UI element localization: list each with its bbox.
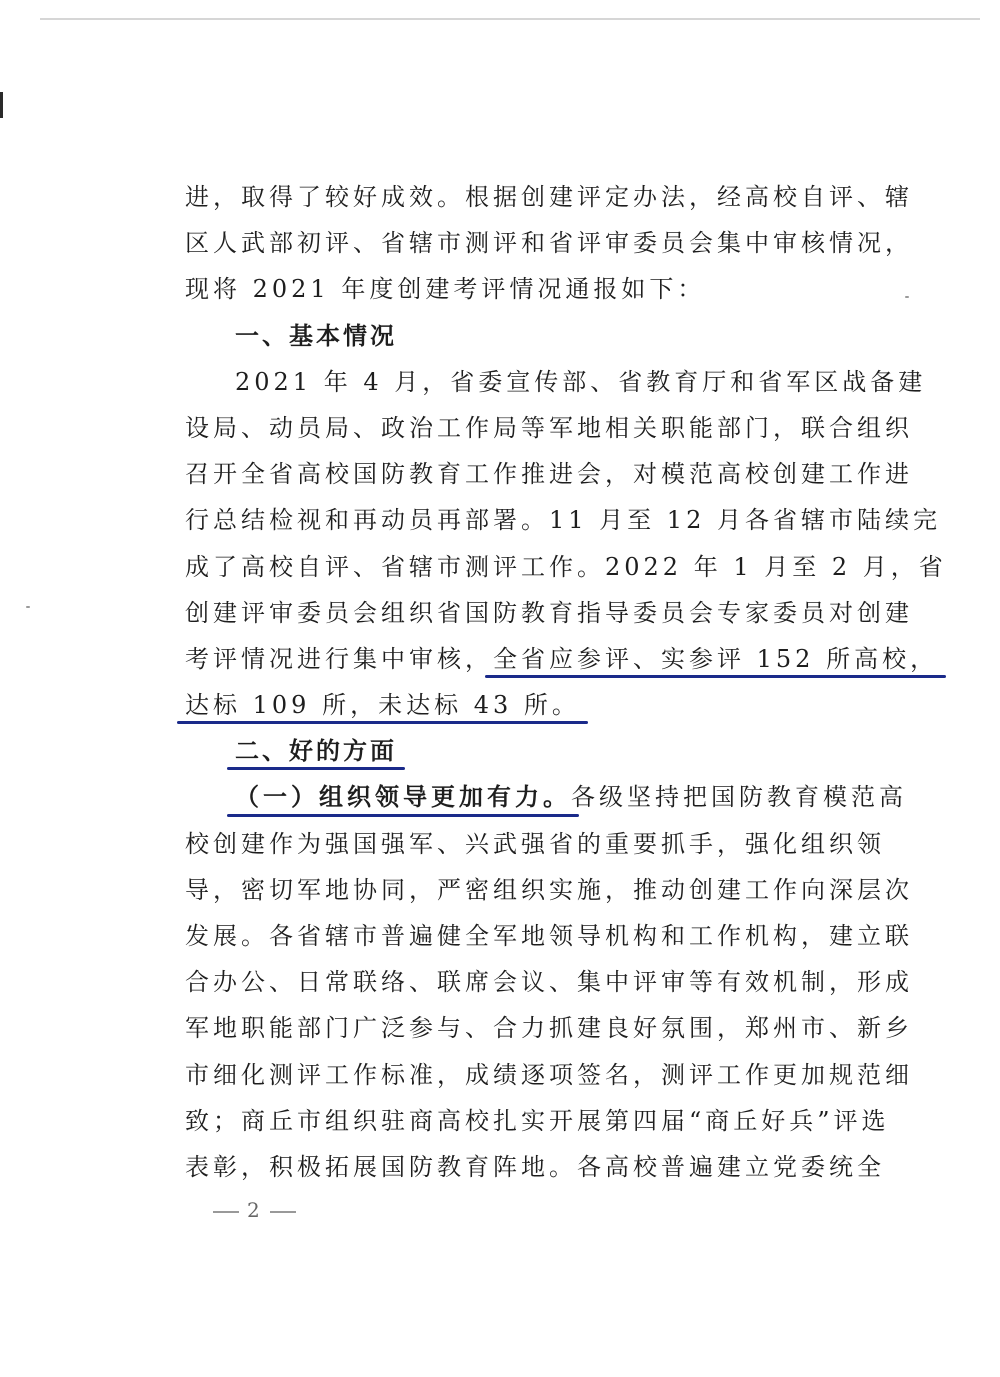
text-line — [185, 774, 907, 820]
text-segment: 各级坚持把国防教育模范高 — [571, 783, 907, 812]
underlined-text: 全省应参评、实参评 152 所高校， — [493, 636, 938, 682]
page-top-edge — [40, 18, 980, 20]
text-line — [185, 636, 939, 682]
text-line: 区人武部初评、省辖市测评和省评审委员会集中审核情况， — [185, 229, 913, 258]
document-body — [185, 174, 947, 1190]
underlined-text: 达标 109 所，未达标 43 所。 — [185, 682, 580, 728]
text-line: 致；商丘市组织驻商高校扎实开展第四届“商丘好兵”评选 — [185, 1106, 890, 1135]
subheading-organization: （一）组织领导更加有力。 — [235, 774, 571, 820]
text-line: 市细化测评工作标准，成绩逐项签名，测评工作更加规范细 — [185, 1060, 913, 1089]
text-line: 召开全省高校国防教育工作推进会，对模范高校创建工作进 — [185, 460, 913, 489]
page-number-dash — [213, 1211, 239, 1213]
text-line: 表彰，积极拓展国防教育阵地。各高校普遍建立党委统全 — [185, 1152, 885, 1181]
page-number-dash — [270, 1211, 296, 1213]
text-line: 行总结检视和再动员再部署。11 月至 12 月各省辖市陆续完 — [185, 506, 941, 535]
text-line: 进，取得了较好成效。根据创建评定办法，经高校自评、辖 — [185, 183, 913, 211]
text-line: 导，密切军地协同，严密组织实施，推动创建工作向深层次 — [185, 875, 913, 904]
text-line: 军地职能部门广泛参与、合力抓建良好氛围，郑州市、新乡 — [185, 1014, 913, 1043]
text-line: 合办公、日常联络、联席会议、集中评审等有效机制，形成 — [185, 968, 913, 997]
text-line: 发展。各省辖市普遍健全军地领导机构和工作机构，建立联 — [185, 922, 913, 950]
text-line: 创建评审委员会组织省国防教育指导委员会专家委员对创建 — [185, 598, 913, 627]
text-line: 设局、动员局、政治工作局等军地相关职能部门，联合组织 — [185, 413, 913, 442]
scan-margin-mark — [0, 92, 3, 118]
page-number — [205, 1198, 304, 1222]
scan-speck — [26, 606, 30, 608]
section-heading-basic: 一、基本情况 — [235, 320, 397, 350]
scan-speck — [905, 296, 909, 298]
text-segment: 考评情况进行集中审核， — [185, 644, 493, 673]
text-line: 校创建作为强国强军、兴武强省的重要抓手，强化组织领 — [185, 829, 885, 858]
text-line: 现将 2021 年度创建考评情况通报如下： — [185, 275, 706, 304]
text-line: 2021 年 4 月，省委宣传部、省教育厅和省军区战备建 — [235, 367, 927, 396]
section-heading-good-aspects — [185, 728, 875, 774]
text-line — [185, 682, 875, 728]
text-line: 成了高校自评、省辖市测评工作。2022 年 1 月至 2 月，省 — [185, 552, 947, 581]
underlined-heading: 二、好的方面 — [235, 728, 397, 774]
page-number-value: 2 — [247, 1198, 262, 1222]
